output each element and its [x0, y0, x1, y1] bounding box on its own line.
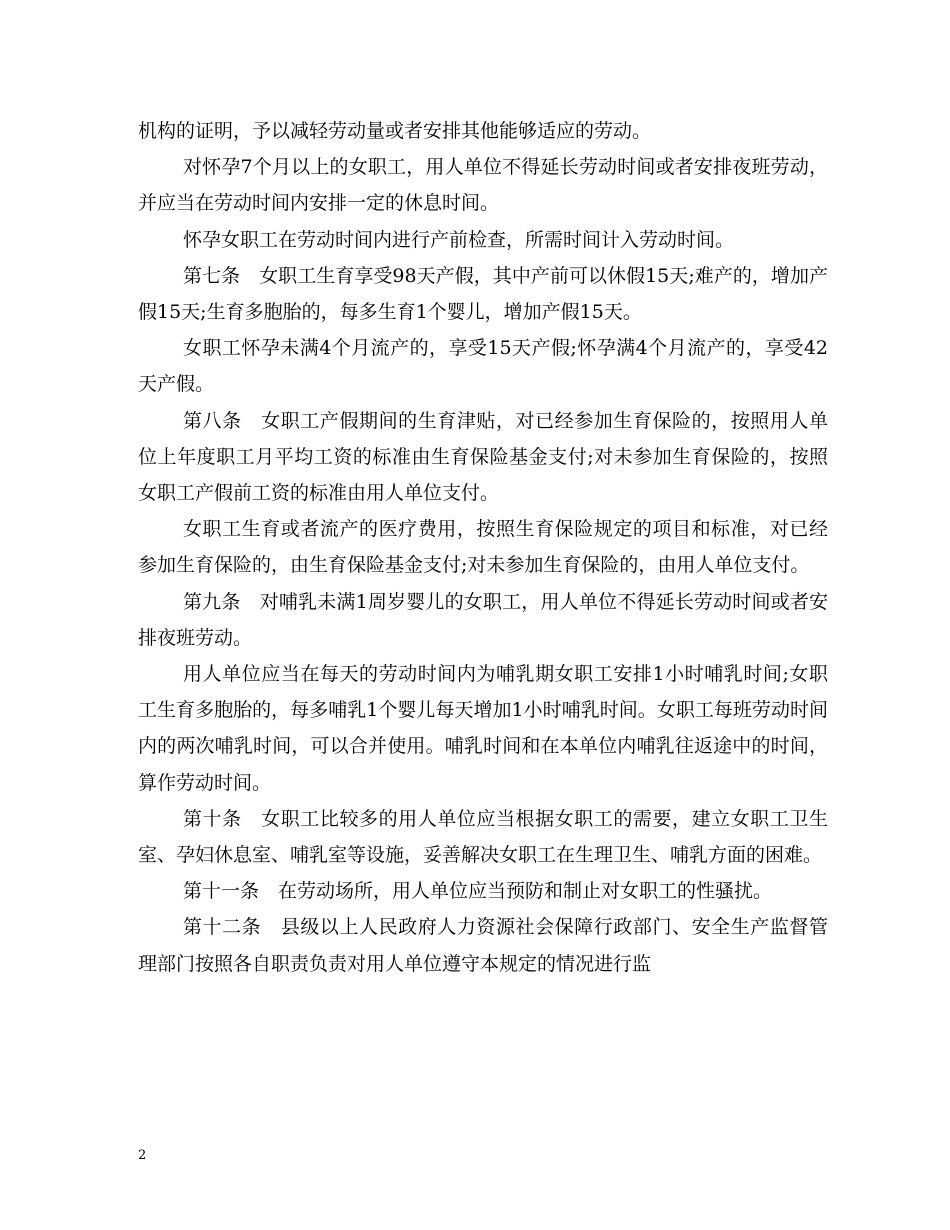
- page-number: 2: [138, 1148, 147, 1163]
- paragraph-article-12: 第十二条 县级以上人民政府人力资源社会保障行政部门、安全生产监督管理部门按照各自职责负责对用人单位遵守本规定的情况进行监: [138, 916, 828, 975]
- paragraph-2: 对怀孕7个月以上的女职工，用人单位不得延长劳动时间或者安排夜班劳动，并应当在劳动时间内安排一定的休息时间。: [138, 156, 828, 215]
- paragraph-7: 女职工生育或者流产的医疗费用，按照生育保险规定的项目和标准，对已经参加生育保险的，由生育保险基金支付;对未参加生育保险的，由用人单位支付。: [138, 518, 828, 577]
- paragraph-article-9: 第九条 对哺乳未满1周岁婴儿的女职工，用人单位不得延长劳动时间或者安排夜班劳动。: [138, 590, 828, 649]
- document-body: [138, 113, 828, 982]
- paragraph-article-10: 第十条 女职工比较多的用人单位应当根据女职工的需要，建立女职工卫生室、孕妇休息室、哺乳室等设施，妥善解决女职工在生理卫生、哺乳方面的困难。: [138, 807, 828, 867]
- paragraph-article-11: 第十一条 在劳动场所，用人单位应当预防和制止对女职工的性骚扰。: [183, 880, 773, 903]
- paragraph-article-8: 第八条 女职工产假期间的生育津贴，对已经参加生育保险的，按照用人单位上年度职工月平均工资的标准由生育保险基金支付;对未参加生育保险的，按照女职工产假前工资的标准由用人单位支付。: [138, 409, 828, 505]
- paragraph-article-7: 第七条 女职工生育享受98天产假，其中产前可以休假15天;难产的，增加产假15天;生育多胞胎的，每多生育1个婴儿，增加产假15天。: [138, 264, 828, 324]
- paragraph-5: 女职工怀孕未满4个月流产的，享受15天产假;怀孕满4个月流产的，享受42天产假。: [138, 337, 828, 396]
- paragraph-1: 机构的证明，予以减轻劳动量或者安排其他能够适应的劳动。: [138, 120, 652, 142]
- paragraph-3: 怀孕女职工在劳动时间内进行产前检查，所需时间计入劳动时间。: [183, 228, 735, 251]
- paragraph-9: 用人单位应当在每天的劳动时间内为哺乳期女职工安排1小时哺乳时间;女职工生育多胞胎的，每多哺乳1个婴儿每天增加1小时哺乳时间。女职工每班劳动时间内的两次哺乳时间，可以合并使用。哺乳时间和在本单位内哺乳往返途中的时间，算作劳动时间。: [138, 663, 828, 794]
